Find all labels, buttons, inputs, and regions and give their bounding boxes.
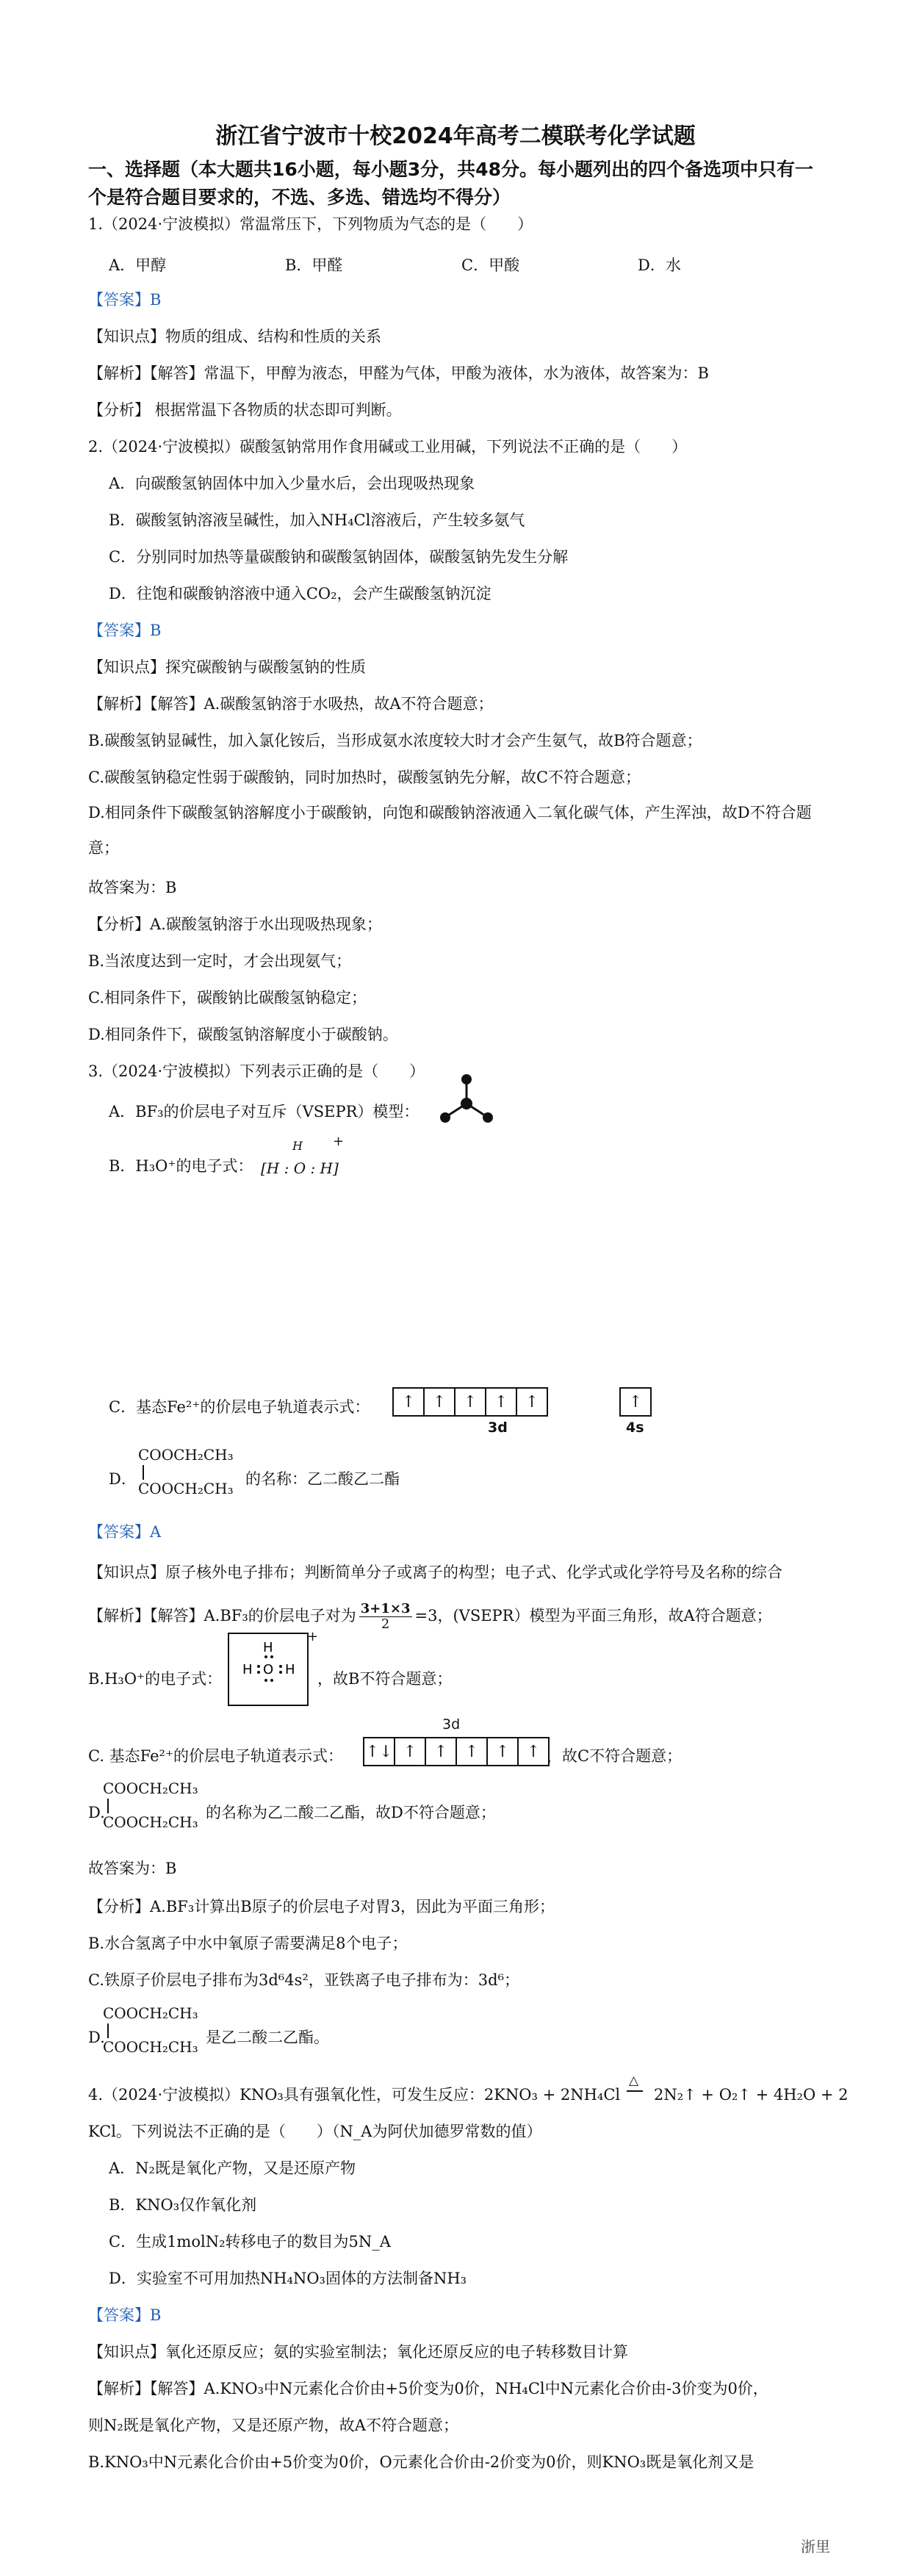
q1-option-a[interactable]: A．甲醇 — [109, 256, 167, 274]
q1-answer: 【答案】B — [88, 291, 162, 309]
answer-orbital-label-3d: 3d — [442, 1716, 461, 1733]
q1-summary: 【分析】 根据常温下各物质的状态即可判断。 — [88, 401, 402, 419]
q4-analysis-a: 【解析】【解答】A.KNO₃中N元素化合价由+5价变为0价，NH₄Cl中N元素化合价由-3价变为0价， — [88, 2380, 768, 2397]
svg-text:H: H — [263, 1640, 273, 1655]
q3-b-formula: [H : O : H] — [261, 1159, 339, 1177]
q4-stem-line2: KCl。下列说法不正确的是（ ）（N_A为阿伏加德罗常数的值） — [88, 2123, 542, 2140]
q1-knowledge: 【知识点】物质的组成、结构和性质的关系 — [88, 328, 381, 345]
q3-analysis-a-suffix: =3，(VSEPR）模型为平面三角形，故A符合题意； — [414, 1607, 772, 1625]
q3-analysis-a — [88, 1602, 772, 1632]
q2-analysis-d: D.相同条件下碳酸氢钠溶解度小于碳酸钠，向饱和碳酸钠溶液通入二氧化碳气体，产生浑浊，故D不符合题意； — [88, 804, 812, 857]
q2-analysis-b: B.碳酸氢钠显碱性，加入氯化铵后，当形成氨水浓度较大时才会产生氨气，故B符合题意； — [88, 732, 702, 749]
q2-option-d[interactable]: D．往饱和碳酸钠溶液中通入CO₂，会产生碳酸氢钠沉淀 — [109, 585, 491, 602]
ester-bond-line — [143, 1465, 144, 1480]
q2-analysis-a: 【解析】【解答】A.碳酸氢钠溶于水吸热，故A不符合题意； — [88, 695, 494, 713]
summary-ester-bond-line — [107, 2023, 109, 2038]
q3-stem: 3.（2024·宁波模拟）下列表示正确的是（ ） — [88, 1062, 425, 1080]
h3o-electron-dot-structure — [229, 1634, 306, 1703]
svg-text:H: H — [285, 1662, 295, 1677]
h3o-charge: + — [307, 1629, 319, 1644]
q3-analysis-b-prefix: B.H₃O⁺的电子式： — [88, 1670, 223, 1688]
q3-analysis-c-prefix: C. 基态Fe²⁺的价层电子轨道表示式： — [88, 1747, 344, 1765]
q2-option-a[interactable]: A．向碳酸氢钠固体中加入少量水后，会出现吸热现象 — [109, 475, 475, 492]
fe2-3d-orbitals-answer: ↑↓ ↑ ↑ ↑ ↑ ↑ — [363, 1737, 550, 1766]
orbital-label-4s: 4s — [626, 1420, 644, 1436]
valence-pair-fraction — [359, 1602, 412, 1632]
page-title: 浙江省宁波市十校2024年高考二模联考化学试题 — [215, 123, 696, 149]
orbital-label-3d: 3d — [488, 1420, 508, 1436]
q4-option-b[interactable]: B．KNO₃仅作氧化剂 — [109, 2196, 257, 2214]
svg-text:H: H — [242, 1662, 253, 1677]
fraction-numerator: 3+1×3 — [360, 1601, 411, 1616]
q1-option-d[interactable]: D．水 — [638, 256, 681, 274]
q2-summary-a: 【分析】A.碳酸氢钠溶于水出现吸热现象； — [88, 915, 382, 933]
q3-option-c[interactable]: C．基态Fe²⁺的价层电子轨道表示式： — [109, 1398, 370, 1416]
bf3-trigonal-planar-model — [437, 1071, 496, 1130]
q3-analysis-d-suffix: 的名称为乙二酸二乙酯，故D不符合题意； — [206, 1804, 496, 1821]
q4-analysis-a-cont: 则N₂既是氧化产物，又是还原产物，故A不符合题意； — [88, 2417, 458, 2434]
q2-option-b[interactable]: B．碳酸氢钠溶液呈碱性，加入NH₄Cl溶液后，产生较多氨气 — [109, 511, 525, 529]
q3-answer: 【答案】A — [88, 1523, 162, 1541]
q2-knowledge: 【知识点】探究碳酸钠与碳酸氢钠的性质 — [88, 658, 366, 676]
q1-option-b[interactable]: B．甲醛 — [285, 256, 343, 274]
fe2-3d-orbitals-option: ↑ ↑ ↑ ↑ ↑ — [392, 1387, 548, 1417]
q3-b-top-h: H — [292, 1139, 303, 1153]
q3-analysis-c-suffix: ，故C不符合题意； — [547, 1747, 683, 1765]
page-footer: 浙里 — [801, 2538, 830, 2555]
q4-stem-line1: 4.（2024·宁波模拟）KNO₃具有强氧化性，可发生反应：2KNO₃ + 2NH₄Cl — [88, 2086, 621, 2104]
q1-stem: 1.（2024·宁波模拟）常温常压下，下列物质为气态的是（ ） — [88, 215, 533, 233]
q3-summary-c: C.铁原子价层电子排布为3d⁶4s²，亚铁离子电子排布为：3d⁶； — [88, 1971, 519, 1989]
q4-analysis-b: B.KNO₃中N元素化合价由+5价变为0价，O元素化合价由-2价变为0价，则KNO₃既是氧化剂又是 — [88, 2453, 755, 2471]
q3-summary-d-prefix: D. — [88, 2029, 105, 2046]
q3-b-charge: + — [333, 1134, 345, 1149]
q3-option-b[interactable]: B．H₃O⁺的电子式： — [109, 1157, 253, 1175]
q3-option-a[interactable]: A．BF₃的价层电子对互斥（VSEPR）模型： — [109, 1103, 420, 1120]
q2-summary-b: B.当浓度达到一定时，才会出现氨气； — [88, 952, 352, 970]
q3-summary-d-suffix: 是乙二酸二乙酯。 — [206, 2029, 329, 2046]
q3-d-ester-top: COOCH₂CH₃ — [138, 1446, 234, 1464]
q4-option-a[interactable]: A．N₂既是氧化产物，又是还原产物 — [109, 2159, 356, 2177]
q3-final-answer: 故答案为：B — [88, 1860, 177, 1877]
q3-analysis-d-ester-top: COOCH₂CH₃ — [103, 1780, 198, 1797]
fe2-4s-orbital-option: ↑ — [619, 1387, 652, 1417]
q2-analysis-c: C.碳酸氢钠稳定性弱于碳酸钠，同时加热时，碳酸氢钠先分解，故C不符合题意； — [88, 769, 641, 786]
q4-knowledge: 【知识点】氧化还原反应；氨的实验室制法；氧化还原反应的电子转移数目计算 — [88, 2343, 628, 2361]
q3-summary-ester-bottom: COOCH₂CH₃ — [103, 2038, 198, 2056]
q4-option-c[interactable]: C．生成1molN₂转移电子的数目为5N_A — [109, 2233, 391, 2251]
q3-summary-a: 【分析】A.BF₃计算出B原子的价层电子对胃3，因此为平面三角形； — [88, 1898, 555, 1915]
q2-summary-d: D.相同条件下，碳酸氢钠溶解度小于碳酸钠。 — [88, 1026, 398, 1043]
q3-summary-b: B.水合氢离子中水中氧原子需要满足8个电子； — [88, 1935, 408, 1952]
q3-analysis-b-suffix: ，故B不符合题意； — [317, 1670, 453, 1688]
heat-symbol: △ — [629, 2073, 639, 2088]
q3-d-ester-bottom: COOCH₂CH₃ — [138, 1480, 234, 1497]
q3-analysis-d-ester-bottom: COOCH₂CH₃ — [103, 1813, 198, 1831]
q3-knowledge: 【知识点】原子核外电子排布；判断简单分子或离子的构型；电子式、化学式或化学符号及名称的综合 — [88, 1564, 782, 1581]
q4-stem-products: 2N₂↑ + O₂↑ + 4H₂O + 2 — [654, 2086, 849, 2104]
q1-analysis: 【解析】【解答】常温下，甲醇为液态，甲醛为气体，甲酸为液体，水为液体，故答案为：B — [88, 364, 709, 382]
svg-text:O: O — [263, 1662, 274, 1677]
q3-option-d-name: 的名称：乙二酸乙二酯 — [245, 1470, 400, 1488]
reaction-arrow-line — [627, 2090, 643, 2092]
q3-analysis-a-prefix: 【解析】【解答】A.BF₃的价层电子对为 — [88, 1607, 356, 1625]
q3-analysis-d-prefix: D. — [88, 1804, 105, 1821]
q2-summary-c: C.相同条件下，碳酸钠比碳酸氢钠稳定； — [88, 989, 367, 1007]
q4-option-d[interactable]: D．实验室不可用加热NH₄NO₃固体的方法制备NH₃ — [109, 2270, 467, 2287]
q2-answer: 【答案】B — [88, 622, 162, 639]
analysis-ester-bond-line — [107, 1799, 109, 1813]
q2-option-c[interactable]: C．分别同时加热等量碳酸钠和碳酸氢钠固体，碳酸氢钠先发生分解 — [109, 548, 569, 566]
q1-option-c[interactable]: C．甲酸 — [461, 256, 520, 274]
q4-answer: 【答案】B — [88, 2306, 162, 2324]
q1-options — [109, 253, 843, 276]
q3-option-d-prefix[interactable]: D． — [109, 1470, 137, 1488]
section-heading: 一、选择题（本大题共16小题，每小题3分，共48分。每小题列出的四个备选项中只有一个是符合题目要求的，不选、多选、错选均不得分） — [88, 159, 813, 208]
q2-stem: 2.（2024·宁波模拟）碳酸氢钠常用作食用碱或工业用碱，下列说法不正确的是（ ） — [88, 438, 688, 456]
q3-summary-ester-top: COOCH₂CH₃ — [103, 2004, 198, 2022]
fraction-denominator: 2 — [381, 1616, 390, 1632]
q2-final-answer: 故答案为：B — [88, 879, 177, 896]
